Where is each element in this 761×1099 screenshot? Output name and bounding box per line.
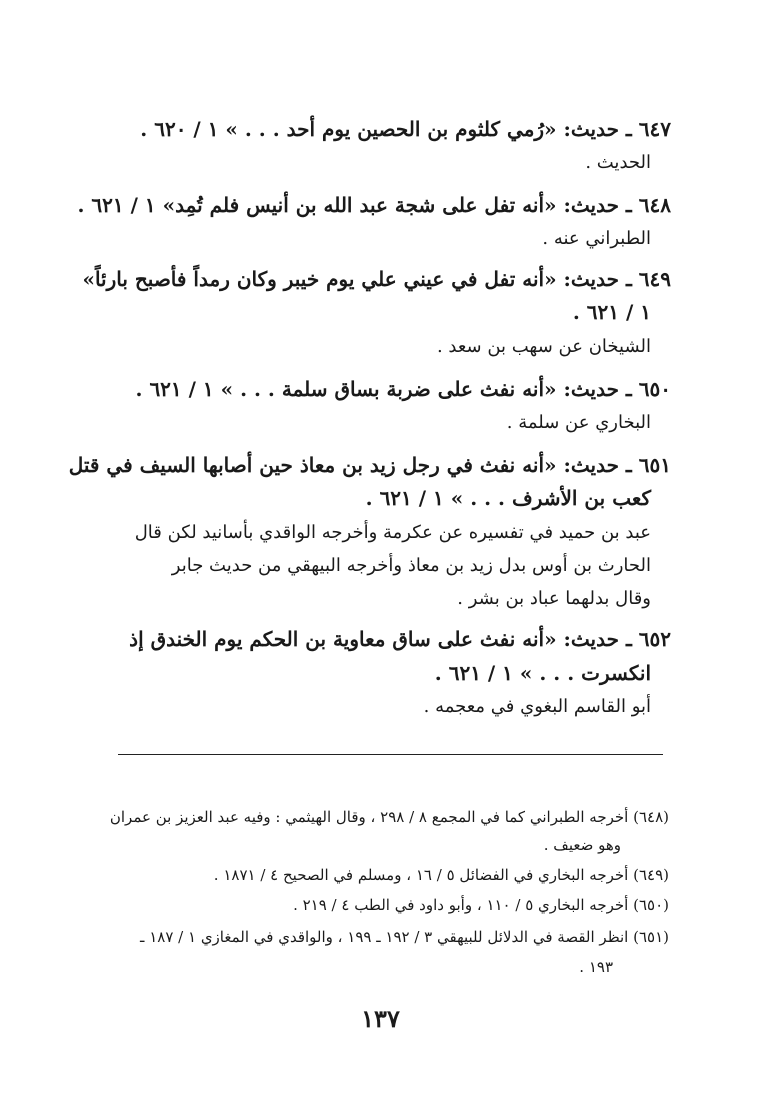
hadith-source: الطبراني عنه .	[542, 228, 651, 249]
hadith-source: البخاري عن سلمة .	[506, 412, 651, 433]
hadith-text-line: ٦٤٧ ـ حديث: «رُمي كلثوم بن الحصين يوم أحد . . . » ١ / ٦٢٠ .	[140, 117, 671, 141]
hadith-text-line: ٦٥١ ـ حديث: «أنه نفث في رجل زيد بن معاذ حين أصابها السيف في قتل	[68, 453, 671, 477]
hadith-source: وقال بدلهما عباد بن بشر .	[457, 588, 651, 609]
hadith-source: أبو القاسم البغوي في معجمه .	[423, 696, 651, 717]
hadith-entry-649	[82, 264, 671, 364]
hadith-text-line: ٦٥٠ ـ حديث: «أنه نفث على ضربة بساق سلمة . . . » ١ / ٦٢١ .	[135, 377, 671, 401]
footnote-651: (٦٥١) انظر القصة في الدلائل للبيهقي ٣ / ١٩٢ ـ ١٩٩ ، والواقدي في المغازي ١ / ١٨٧ ـ	[140, 928, 669, 946]
footnote-648: (٦٤٨) أخرجه الطبراني كما في المجمع ٨ / ٢٩٨ ، وقال الهيثمي : وفيه عبد العزيز بن عمران	[109, 808, 669, 826]
hadith-text-line: ٦٤٨ ـ حديث: «أنه تفل على شجة عبد الله بن أنيس فلم تُمِد» ١ / ٦٢١ .	[77, 193, 671, 217]
hadith-text-line: ١ / ٦٢١ .	[572, 300, 651, 324]
hadith-entry-651	[68, 450, 671, 618]
hadith-entry-652	[111, 624, 671, 724]
footnote-649: (٦٤٩) أخرجه البخاري في الفضائل ٥ / ١٦ ، ومسلم في الصحيح ٤ / ١٨٧١ .	[213, 866, 669, 884]
page-number: ١٣٧	[361, 1004, 400, 1033]
footnote-divider	[118, 754, 663, 755]
hadith-text-line: ٦٥٢ ـ حديث: «أنه نفث على ساق معاوية بن الحكم يوم الخندق إذ	[129, 627, 671, 651]
hadith-text-line: انكسرت . . . » ١ / ٦٢١ .	[434, 661, 651, 685]
hadith-source: الحارث بن أوس بدل زيد بن معاذ وأخرجه البيهقي من حديث جابر	[171, 555, 651, 576]
footnote-650: (٦٥٠) أخرجه البخاري ٥ / ١١٠ ، وأبو داود في الطب ٤ / ٢١٩ .	[293, 896, 669, 914]
footnote-648-cont: وهو ضعيف .	[543, 836, 621, 854]
hadith-source: الشيخان عن سهب بن سعد .	[436, 336, 651, 357]
hadith-text-line: ٦٤٩ ـ حديث: «أنه تفل في عيني علي يوم خيبر وكان رمداً فأصبح بارئاً»	[82, 267, 671, 291]
hadith-text-line: كعب بن الأشرف . . . » ١ / ٦٢١ .	[365, 486, 651, 510]
hadith-entry-648	[77, 190, 671, 252]
footnote-651-cont: ١٩٣ .	[579, 958, 613, 976]
hadith-source: عبد بن حميد في تفسيره عن عكرمة وأخرجه الواقدي بأسانيد لكن قال	[134, 522, 651, 543]
hadith-entry-650	[111, 374, 671, 436]
hadith-entry-647	[111, 114, 671, 176]
hadith-source: الحديث .	[585, 152, 651, 173]
